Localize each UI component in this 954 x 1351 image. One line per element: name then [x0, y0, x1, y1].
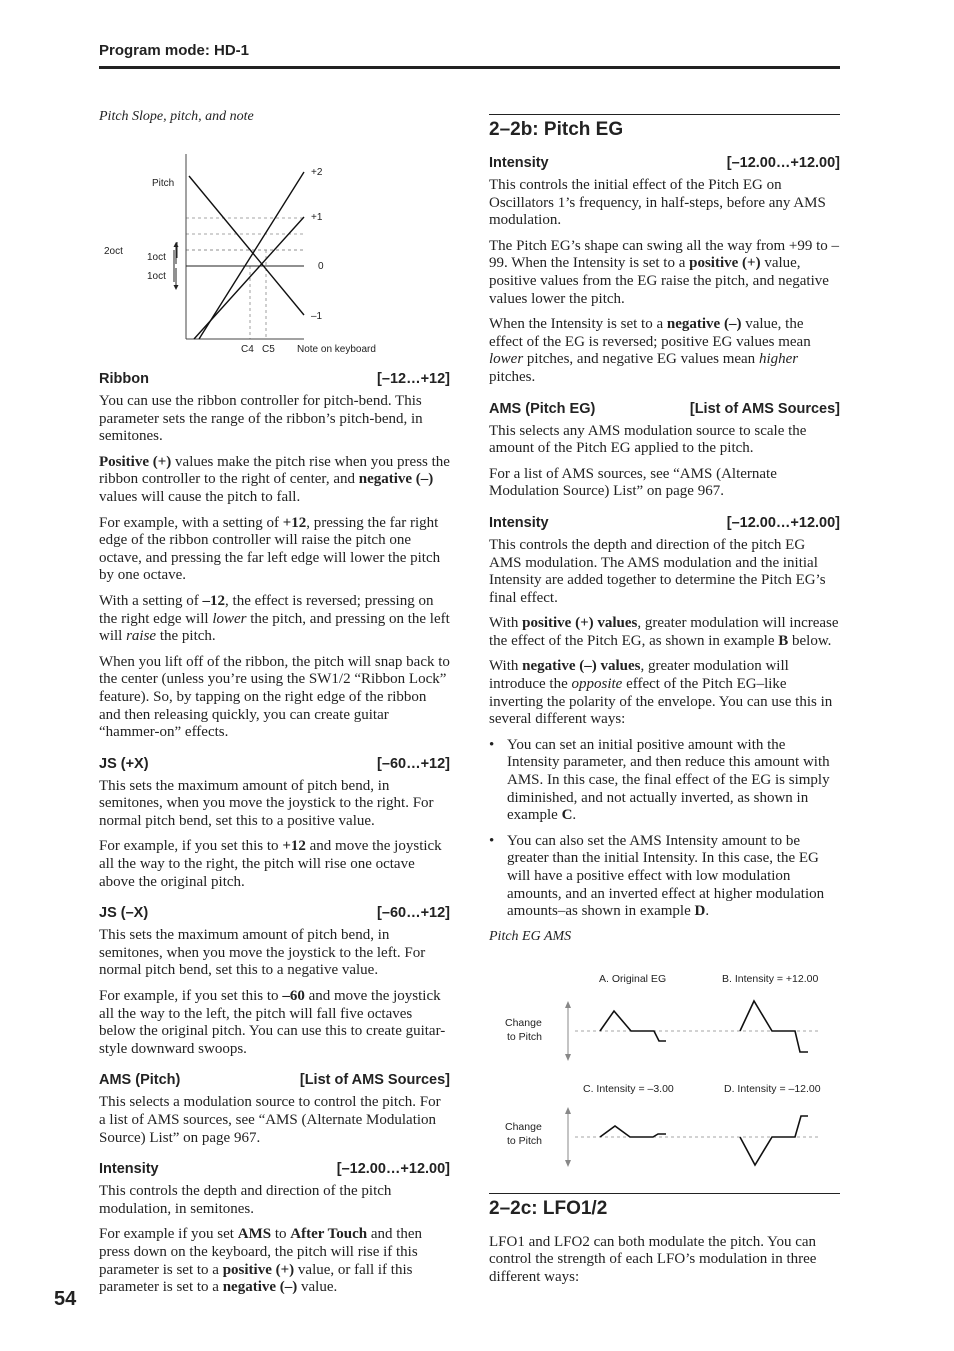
one-oct-label-a: 1oct: [147, 252, 166, 263]
section-title-pitch-eg: 2–2b: Pitch EG: [489, 114, 840, 141]
paragraph: This sets the maximum amount of pitch bend, in semitones, when you move the joystick to the right. For normal pitch bend, set this to a positive value.: [99, 777, 434, 829]
param-heading: [489, 515, 840, 531]
bullet-item: • You can set an initial positive amount with the Intensity parameter, and then reduce this amount with AMS. In this case, the final effect of the EG is simply diminished, and not actually inverted, as shown in example C.: [489, 736, 830, 824]
y-label-plus2: +2: [311, 167, 323, 178]
paragraph: This sets the maximum amount of pitch bend, in semitones, when you move the joystick to the left. For normal pitch bend, set this to a negative value.: [99, 927, 426, 979]
param-range: [List of AMS Sources]: [689, 400, 840, 417]
example-d-label: D. Intensity = –12.00: [724, 1082, 821, 1095]
y-label-minus1: –1: [311, 311, 323, 322]
paragraph: You can use the ribbon controller for pitch-bend. This parameter sets the range of the ribbon’s pitch-bend, in semitones.: [99, 393, 423, 445]
paragraph: The Pitch EG’s shape can swing all the way from +99 to –99. When the Intensity is set to a positive (+) value, positive values from the EG raise the pitch, and negative values lower the pitch.: [489, 237, 840, 307]
param-name: Intensity: [489, 514, 549, 531]
intensity-section: [99, 1161, 450, 1297]
param-name: Intensity: [99, 1161, 159, 1178]
pitch-eg-intensity2-section: [489, 515, 840, 921]
example-a-label: A. Original EG: [599, 972, 667, 985]
pitch-axis-label: Pitch: [152, 178, 175, 189]
paragraph: With positive (+) values, greater modulation will increase the effect of the Pitch EG, as shown in example B below.: [489, 615, 839, 649]
paragraph: This controls the initial effect of the Pitch EG on Oscillators 1’s frequency, in half-steps, before any AMS modulation.: [489, 177, 826, 229]
param-range: [List of AMS Sources]: [299, 1072, 450, 1089]
param-heading: [99, 905, 450, 921]
param-range: [–60…+12]: [377, 905, 450, 922]
param-name: AMS (Pitch EG): [489, 400, 596, 417]
paragraph: This controls the depth and direction of the pitch modulation, in semitones.: [99, 1183, 392, 1217]
eg-curve-c: [600, 1126, 666, 1137]
change-label-top-1: Change: [505, 1016, 542, 1029]
left-column: [99, 109, 450, 1305]
y-label-plus1: +1: [311, 212, 323, 223]
slope-line-plus2: [199, 172, 304, 339]
bullet-icon: •: [489, 736, 495, 753]
y-label-zero: 0: [318, 261, 324, 272]
one-oct-label-b: 1oct: [147, 271, 166, 282]
example-b-label: B. Intensity = +12.00: [722, 972, 819, 985]
param-heading: [99, 371, 450, 387]
change-label-bottom-2: to Pitch: [507, 1134, 543, 1147]
paragraph: For example, if you set this to –60 and move the joystick all the way to the left, the pitch will fall five octaves below the original pitch. You can use this to create guitar-style downward swoops.: [99, 988, 446, 1057]
param-name: AMS (Pitch): [99, 1072, 181, 1089]
param-name: Intensity: [489, 155, 549, 171]
paragraph: This controls the depth and direction of the pitch EG AMS modulation. The AMS modulation and the initial Intensity are added together to determine the Pitch EG’s final effect.: [489, 536, 826, 606]
param-name: Ribbon: [99, 371, 149, 387]
paragraph: With negative (–) values, greater modulation will introduce the opposite effect of the Pitch EG–like inverting the polarity of the envelope. You can use this in several different ways:: [489, 658, 833, 728]
slope-line-plus1: [194, 217, 304, 339]
slope-line-minus1: [189, 176, 304, 315]
eg-curve-a: [600, 1011, 666, 1041]
paragraph: For example, with a setting of +12, pressing the far right edge of the ribbon controller will raise the pitch one octave, and pressing the far left edge will lower the pitch by one octave.: [99, 514, 441, 584]
param-heading: [99, 1161, 450, 1177]
figure-caption: Pitch EG AMS: [489, 928, 572, 944]
param-name: JS (+X): [99, 755, 149, 772]
eg-curve-d: [740, 1116, 808, 1165]
eg-curve-b: [740, 1001, 808, 1052]
param-heading: [489, 401, 840, 417]
ams-pitch-eg-section: [489, 401, 840, 501]
page-header-title: Program mode: HD-1: [99, 42, 250, 59]
figure-caption: Pitch Slope, pitch, and note: [99, 109, 254, 124]
param-range: [–12.00…+12.00]: [726, 514, 840, 531]
paragraph: With a setting of –12, the effect is reversed; pressing on the right edge will lower the pitch, and pressing on the left will raise the pitch.: [99, 592, 450, 645]
paragraph: This selects a modulation source to control the pitch. For a list of AMS sources, see “AMS (Alternate Modulation Source) List” on page 967.: [99, 1094, 441, 1146]
example-c-label: C. Intensity = –3.00: [583, 1082, 674, 1095]
paragraph: LFO1 and LFO2 can both modulate the pitch. You can control the strength of each LFO’s modulation in three different ways:: [489, 1233, 817, 1285]
param-heading: [489, 155, 840, 171]
two-oct-label: 2oct: [104, 246, 123, 257]
paragraph: This selects any AMS modulation source to scale the amount of the Pitch EG applied to the pitch.: [489, 422, 807, 457]
bullet-icon: •: [489, 832, 495, 849]
header-rule: [99, 66, 840, 69]
x-axis-label: Note on keyboard: [297, 344, 376, 355]
param-range: [–12.00…+12.00]: [726, 155, 840, 171]
param-heading: [99, 1072, 450, 1088]
paragraph: For a list of AMS sources, see “AMS (Alternate Modulation Source) List” on page 967.: [489, 465, 777, 500]
pitch-slope-diagram: [99, 139, 399, 355]
section-title-lfo: 2–2c: LFO1/2: [489, 1193, 840, 1220]
page-number: 54: [54, 1288, 77, 1310]
paragraph: When the Intensity is set to a negative (–) value, the effect of the EG is reversed; positive EG values mean lower pitches, and negative EG values mean higher pitches.: [489, 316, 811, 385]
js-plus-section: [99, 756, 450, 892]
param-heading: [99, 756, 450, 772]
ribbon-section: [99, 371, 450, 742]
js-minus-section: [99, 905, 450, 1058]
pitch-eg-intensity-section: [489, 155, 840, 387]
paragraph: When you lift off of the ribbon, the pitch will snap back to the center (unless you’re using the SW1/2 “Ribbon Lock” feature). So, by tapping on the right edge of the ribbon and then releasing quickly, you can create guitar “hammer-on” effects.: [99, 653, 450, 741]
c4-label: C4: [241, 344, 254, 355]
right-column: [489, 114, 840, 1295]
pitch-eg-ams-diagram: [489, 951, 840, 1181]
paragraph: Positive (+) values make the pitch rise when you press the ribbon controller to the right of center, and negative (–) values will cause the pitch to fall.: [99, 453, 450, 505]
bullet-item: • You can also set the AMS Intensity amount to be greater than the initial Intensity. In this case, the EG will have a positive effect with low modulation amounts, and an inverted effect at higher modulation amounts–as shown in example D.: [489, 832, 825, 920]
c5-label: C5: [262, 344, 275, 355]
paragraph: For example, if you set this to +12 and move the joystick all the way to the right, the pitch will rise one octave above the original pitch.: [99, 838, 442, 890]
param-range: [–60…+12]: [377, 755, 450, 772]
param-name: JS (–X): [99, 905, 149, 922]
change-label-bottom-1: Change: [505, 1120, 542, 1133]
paragraph: For example if you set AMS to After Touch and then press down on the keyboard, the pitch will rise if this parameter is set to a positive (+) value, or fall if this parameter is set to a negative (–) value.: [99, 1226, 423, 1296]
param-range: [–12…+12]: [377, 371, 450, 387]
ams-pitch-section: [99, 1072, 450, 1147]
param-range: [–12.00…+12.00]: [336, 1161, 450, 1178]
change-label-top-2: to Pitch: [507, 1030, 543, 1043]
